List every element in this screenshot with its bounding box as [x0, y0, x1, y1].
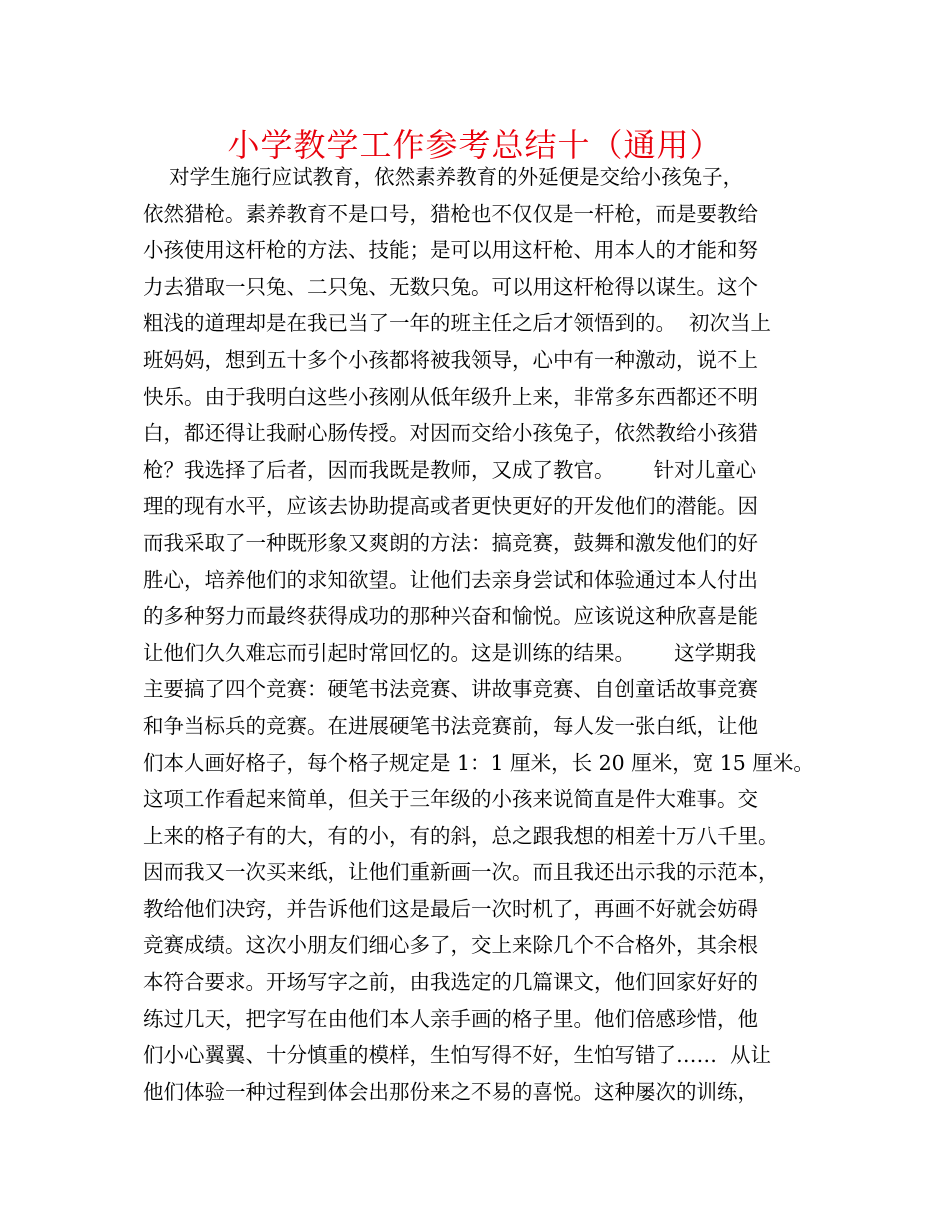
body-line: 他们体验一种过程到体会出那份来之不易的喜悦。这种屡次的训练，: [143, 1079, 758, 1104]
body-line: 白，都还得让我耐心肠传授。对因而交给小孩兔子，依然教给小孩猎: [143, 421, 758, 446]
body-line: 上来的格子有的大，有的小，有的斜，总之跟我想的相差十万八千里。: [143, 823, 779, 848]
document-body: [143, 159, 818, 1110]
body-line: 依然猎枪。素养教育不是口号，猎枪也不仅仅是一杆枪，而是要教给: [143, 201, 758, 226]
body-line: 枪？我选择了后者，因而我既是教师，又成了教官。 针对儿童心: [143, 457, 757, 482]
body-line: 胜心，培养他们的求知欲望。让他们去亲身尝试和体验通过本人付出: [143, 567, 758, 592]
body-line: 快乐。由于我明白这些小孩刚从低年级升上来，非常多东西都还不明: [143, 384, 758, 409]
body-line: 班妈妈，想到五十多个小孩都将被我领导，心中有一种激动，说不上: [143, 347, 758, 372]
body-line: 主要搞了四个竞赛：硬笔书法竞赛、讲故事竞赛、自创童话故事竞赛: [143, 677, 758, 702]
body-line: 教给他们决窍，并告诉他们这是最后一次时机了，再画不好就会妨碍: [143, 896, 758, 921]
body-line: 对学生施行应试教育，依然素养教育的外延便是交给小孩兔子，: [143, 165, 744, 189]
body-line: 让他们久久难忘而引起时常回忆的。这是训练的结果。 这学期我: [143, 640, 757, 665]
body-line: 竞赛成绩。这次小朋友们细心多了，交上来除几个不合格外，其余根: [143, 933, 758, 958]
body-line: 们本人画好格子，每个格子规定是 1：1 厘米，长 20 厘米，宽 15 厘米。: [143, 750, 814, 775]
body-line: 本符合要求。开场写字之前，由我选定的几篇课文，他们回家好好的: [143, 970, 758, 995]
body-line: 小孩使用这杆枪的方法、技能；是可以用这杆枪、用本人的才能和努: [143, 238, 758, 263]
body-line: 而我采取了一种既形象又爽朗的方法：搞竞赛，鼓舞和激发他们的好: [143, 530, 758, 555]
body-line: 这项工作看起来简单，但关于三年级的小孩来说简直是件大难事。交: [143, 787, 758, 812]
body-line: 的多种努力而最终获得成功的那种兴奋和愉悦。应该说这种欣喜是能: [143, 604, 758, 629]
body-line: 粗浅的道理却是在我已当了一年的班主任之后才领悟到的。 初次当上: [143, 311, 772, 336]
body-line: 和争当标兵的竞赛。在进展硬笔书法竞赛前，每人发一张白纸，让他: [143, 713, 758, 738]
body-line: 因而我又一次买来纸，让他们重新画一次。而且我还出示我的示范本，: [143, 860, 779, 885]
body-line: 练过几天，把字写在由他们本人亲手画的格子里。他们倍感珍惜，他: [143, 1006, 758, 1031]
body-line: 们小心翼翼、十分慎重的模样，生怕写得不好，生怕写错了…… 从让: [143, 1043, 772, 1068]
body-line: 理的现有水平，应该去协助提高或者更快更好的开发他们的潜能。因: [143, 494, 758, 519]
document-title: 小学教学工作参考总结十（通用）: [227, 126, 723, 164]
body-line: 力去猎取一只兔、二只兔、无数只兔。可以用这杆枪得以谋生。这个: [143, 274, 758, 299]
